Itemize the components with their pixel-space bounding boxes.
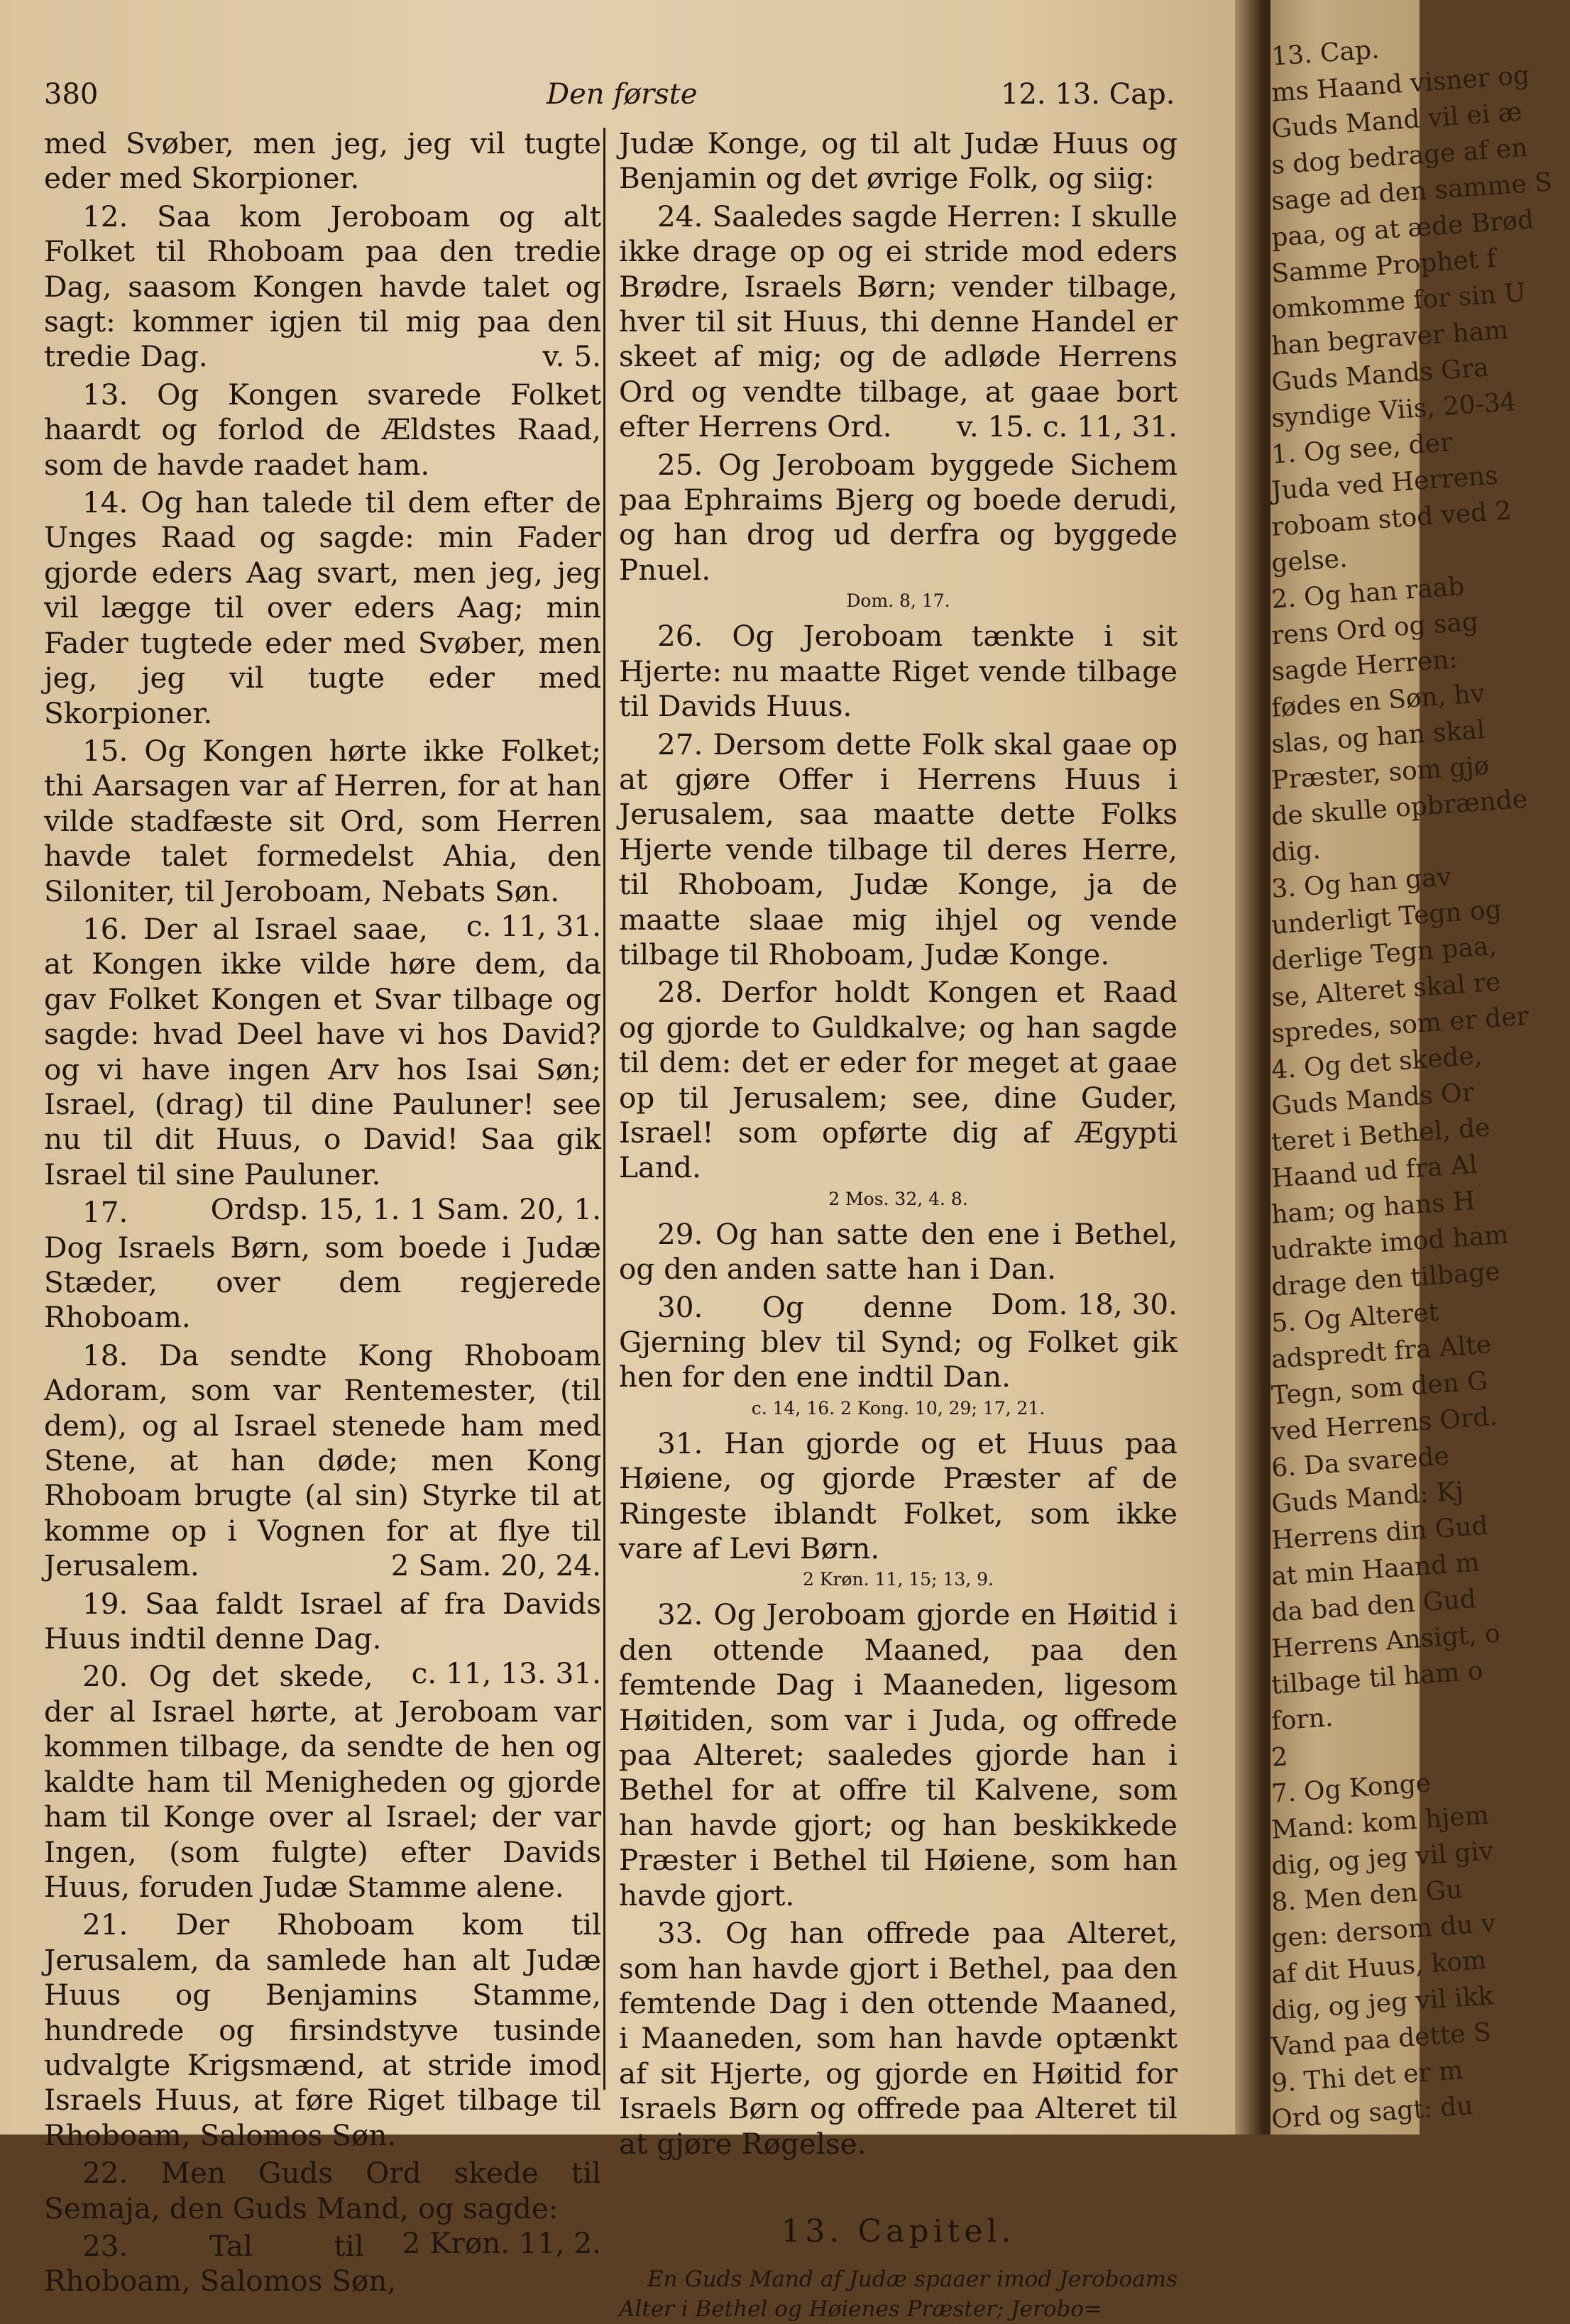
facing-page-line: dig. <box>1270 835 1322 868</box>
cross-reference-line: 2 Krøn. 11, 15; 13, 9. <box>803 1569 994 1590</box>
verse-text: Og denne Gjerning blev til Synd; og Folket gik hen for den ene indtil Dan. <box>619 1289 1178 1394</box>
verse-v21 <box>44 1907 601 2153</box>
facing-page-line: sagde Herren: <box>1270 644 1459 687</box>
facing-page-line: ms Haand visner og <box>1270 60 1531 108</box>
verse-number: 32. <box>657 1597 703 1632</box>
facing-page-line: at min Haand m <box>1270 1548 1481 1592</box>
verse-text: Saa faldt Israel af fra Davids Huus indtil denne Dag. <box>44 1586 602 1656</box>
verse-text: Han gjorde og et Huus paa Høiene, og gjorde Præster af de Ringeste iblandt Folket, som ikke vare af Levi Børn. <box>619 1426 1178 1566</box>
cross-reference: c. 11, 13. 31. <box>411 1656 601 1691</box>
facing-page-line: Guds Mand: Kj <box>1270 1477 1465 1519</box>
verse-text: Dersom dette Folk skal gaae op at gjøre Offer i Herrens Huus i Jerusalem, saa maatte dette Folks Hjerte vende tilbage til deres Herre, til Rhoboam, Judæ Konge, ja de maatte slaae mig ihjel og vende tilbage til Rhoboam, Judæ Konge. <box>619 727 1178 971</box>
verse-number: 30. <box>657 1289 703 1324</box>
verse-v25 <box>619 448 1178 588</box>
verse-text: Dog Israels Børn, som boede i Judæ Stæder, over dem regjerede Rhoboam. <box>44 1230 601 1335</box>
verse-v31 <box>619 1426 1178 1567</box>
facing-page-line: paa, og at æde Brød <box>1270 205 1535 253</box>
verse-v29 <box>619 1216 1178 1321</box>
verse-v28 <box>619 975 1178 1185</box>
facing-page-line: 9. Thi det er m <box>1270 2056 1464 2098</box>
facing-page-line: Vand paa dette S <box>1270 2017 1493 2062</box>
facing-page-line: se, Alteret skal re <box>1270 967 1502 1013</box>
facing-page-line: Guds Mands Gra <box>1270 353 1490 397</box>
facing-page-line: adspredt fra Alte <box>1270 1330 1493 1375</box>
facing-page-line: 13. Cap. <box>1270 35 1380 72</box>
verse-text: Og Jeroboam gjorde en Høitid i den ottende Maaned, paa den femtende Dag i Maaneden, ligesom Høitiden, som var i Juda, og offrede paa Alteret; saaledes gjorde han i Bethel for at offre til Kalvene, som han havde gjort; og han beskikkede Præster i Bethel til Høiene, som han havde gjort. <box>619 1597 1178 1912</box>
verse-v14 <box>44 485 601 731</box>
verse-number: 21. <box>82 1907 128 1942</box>
column-divider <box>603 128 605 2090</box>
facing-page-line: rens Ord og sag <box>1270 607 1480 651</box>
verse-v33 <box>619 1916 1178 2161</box>
facing-page-line: 6. Da svarede <box>1270 1441 1450 1483</box>
verse-text: med Svøber, men jeg, jeg vil tugte eder med Skorpioner. <box>44 126 601 196</box>
facing-page-line: 2. Og han raab <box>1270 572 1466 615</box>
facing-page-line: 3. Og han gav <box>1270 862 1453 904</box>
cross-reference: v. 15. c. 11, 31. <box>956 409 1178 444</box>
facing-page-line: Samme Prophet f <box>1270 243 1498 289</box>
facing-page-line: Guds Mand vil ei æ <box>1270 97 1523 144</box>
facing-page-line: Præster, som gjø <box>1270 751 1491 795</box>
facing-page-line: Tegn, som den G <box>1270 1366 1489 1411</box>
verse-number: 26. <box>657 619 703 654</box>
facing-page-line: syndige Viis, 20-34 <box>1270 387 1517 434</box>
verse-text: Og Jeroboam tænkte i sit Hjerte: nu maatte Riget vende tilbage til Davids Huus. <box>619 619 1178 724</box>
facing-page-line: underligt Tegn og <box>1270 895 1503 940</box>
verse-text: Judæ Konge, og til alt Judæ Huus og Benjamin og det øvrige Folk, og siig: <box>619 126 1178 196</box>
verse-text: Der Rhoboam kom til Jerusalem, da samlede han alt Judæ Huus og Benjamins Stamme, hundrede og firsindstyve tusinde udvalgte Krigsmænd, at stride imod Israels Huus, at føre Riget tilbage til Rhoboam, Salomos Søn. <box>44 1907 602 2152</box>
verse-number: 28. <box>657 975 703 1010</box>
verse-v24 <box>619 199 1178 445</box>
cross-reference: 2 Krøn. 11, 2. <box>402 2225 601 2260</box>
facing-page-line: gelse. <box>1270 544 1349 578</box>
verse-number: 29. <box>657 1216 703 1251</box>
facing-page-line: 8. Men den Gu <box>1270 1875 1464 1917</box>
verse-number: 13. <box>82 377 128 412</box>
verse-number: 22. <box>82 2156 128 2191</box>
verse-number: 15. <box>82 733 128 768</box>
chapter-heading: 13. Capitel. <box>781 2213 1016 2249</box>
facing-page-line: af dit Huus, kom <box>1270 1945 1488 1990</box>
facing-page-line: gen: dersom du v <box>1270 1908 1497 1954</box>
facing-page-line: han begraver ham <box>1270 315 1510 361</box>
facing-page-line: sage ad den samme S <box>1270 167 1554 216</box>
verse-number: 23. <box>82 2228 128 2263</box>
facing-page-line: ham; og hans H <box>1270 1186 1476 1230</box>
verse-text: Da sendte Kong Rhoboam Adoram, som var Rentemester, (til dem), og al Israel stenede ham med Stene, at han døde; men Kong Rhoboam brugte (al sin) Styrke til at komme op i Vognen for at flye til Jerusalem. <box>44 1338 602 1583</box>
facing-page-line: slas, og han skal <box>1270 715 1486 759</box>
cross-reference: c. 11, 31. <box>466 908 601 943</box>
verse-text: Saa kom Jeroboam og alt Folket til Rhoboam paa den tredie Dag, saasom Kongen havde talet og sagt: kommer igjen til mig paa den tredie Dag. <box>44 199 601 374</box>
verse-number: 33. <box>657 1916 703 1951</box>
verse-v18 <box>44 1338 601 1584</box>
chapter-reference: 12. 13. Cap. <box>1001 78 1175 111</box>
verse-text: Og Kongen svarede Folket haardt og forlod de Ældstes Raad, som de havde raadet ham. <box>44 377 601 482</box>
verse-v23c <box>619 126 1178 197</box>
verse-text: Og han offrede paa Alteret, som han havde gjort i Bethel, paa den femtende Dag i den ottende Maaned, i Maaneden, som han havde optænkt af sit Hjerte, og gjorde en Høitid for Israels Børn og offrede paa Alteret til at gjøre Røgelse. <box>619 1916 1178 2161</box>
verse-number: 12. <box>82 199 128 233</box>
verse-number: 16. <box>82 911 128 946</box>
right-column <box>619 126 1178 2324</box>
verse-text: Der al Israel saae, at Kongen ikke vilde høre dem, da gav Folket Kongen et Svar tilbage og sagde: hvad Deel have vi hos David? og vi have ingen Arv hos Isai Søn; Israel, (drag) til dine Pauluner! see nu til dit Huus, o David! Saa gik Israel til sine Pauluner. <box>44 911 601 1191</box>
facing-page-line: Herrens din Gud <box>1270 1511 1489 1555</box>
verse-number: 18. <box>82 1338 128 1372</box>
verse-number: 31. <box>657 1426 703 1460</box>
verse-text: Saaledes sagde Herren: I skulle ikke drage op og ei stride mod eders Brødre, Israels Børn; vender tilbage, hver til sit Huus, thi denne Handel er skeet af mig; og de adløde Herrens Ord og vendte tilbage, at gaae bort efter Herrens Ord. <box>619 199 1178 444</box>
verse-number: 17. <box>82 1195 128 1230</box>
verse-number: 19. <box>82 1586 128 1621</box>
verse-v12 <box>44 199 601 375</box>
verse-number: 27. <box>657 727 703 761</box>
facing-page-line: tilbage til ham o <box>1270 1656 1484 1700</box>
chapter-summary: En Guds Mand af Judæ spaaer imod Jeroboams Alter i Bethel og Høienes Præster; Jerobo= <box>619 2267 1178 2323</box>
facing-page-line: derlige Tegn paa, <box>1270 931 1498 976</box>
verse-number: 14. <box>82 485 128 520</box>
cross-reference-line: c. 14, 16. 2 Kong. 10, 29; 17, 21. <box>751 1397 1045 1419</box>
facing-page-line: roboam stod ved 2 <box>1270 496 1513 542</box>
facing-page-edge <box>1270 0 1554 2135</box>
facing-page-line: teret i Bethel, de <box>1270 1113 1491 1157</box>
verse-v26 <box>619 619 1178 724</box>
running-title: Den første <box>547 78 698 111</box>
facing-page-line: spredes, som er der <box>1270 1001 1530 1049</box>
cross-reference: v. 5. <box>542 339 601 374</box>
facing-page-line: 2 <box>1270 1742 1289 1773</box>
verse-number: 24. <box>657 199 703 233</box>
facing-page-line: ved Herrens Ord. <box>1270 1401 1498 1447</box>
facing-page-line: fødes en Søn, hv <box>1270 678 1486 723</box>
facing-page-line: 4. Og det skede, <box>1270 1041 1483 1085</box>
facing-page-line: udrakte imod ham <box>1270 1220 1510 1266</box>
facing-page-line: drage den tilbage <box>1270 1257 1501 1302</box>
left-column <box>44 126 601 2302</box>
verse-v11c <box>44 126 601 197</box>
facing-page-line: Juda ved Herrens <box>1270 461 1499 506</box>
facing-page-line: dig, og jeg vil giv <box>1270 1836 1495 1881</box>
right-verses <box>619 126 1178 2161</box>
verse-v20 <box>44 1659 601 1905</box>
facing-page-line: Haand ud fra Al <box>1270 1150 1478 1194</box>
facing-page-line: omkomme for sin U <box>1270 277 1527 325</box>
facing-page-line: de skulle opbrænde <box>1270 784 1529 832</box>
facing-page-line: 1. Og see, der <box>1270 428 1454 470</box>
cross-reference-line: Dom. 8, 17. <box>846 590 950 612</box>
facing-page-line: Herrens Ansigt, o <box>1270 1619 1501 1664</box>
verse-text: Og det skede, der al Israel hørte, at Jeroboam var kommen tilbage, da sendte de hen og kaldte ham til Menigheden og gjorde ham til Konge over al Israel; der var Ingen, (som fulgte) efter Davids Huus, foruden Judæ Stamme alene. <box>44 1659 601 1904</box>
facing-page-line: 5. Og Alteret <box>1270 1297 1440 1338</box>
facing-page-line: Mand: kom hjem <box>1270 1800 1491 1845</box>
page-number: 380 <box>44 78 99 111</box>
verse-text: Tal til Rhoboam, Salomos Søn, <box>44 2228 397 2298</box>
verse-v13 <box>44 378 601 483</box>
verse-text: Men Guds Ord skede til Semaja, den Guds Mand, og sagde: <box>44 2156 601 2225</box>
facing-page-line: Guds Mands Or <box>1270 1078 1476 1121</box>
verse-number: 25. <box>657 447 703 482</box>
verse-text: Derfor holdt Kongen et Raad og gjorde to Guldkalve; og han sagde til dem: det er eder for meget at gaae op til Jerusalem; see, dine Guder, Israel! som opførte dig af Ægypti Land. <box>619 975 1178 1185</box>
cross-reference: 2 Sam. 20, 24. <box>390 1548 601 1583</box>
cross-reference: Dom. 18, 30. <box>991 1287 1178 1321</box>
facing-page-line: Ord og sagt: du <box>1270 2091 1474 2135</box>
verse-v32 <box>619 1597 1178 1913</box>
facing-page-line: s dog bedrage af en <box>1270 133 1529 180</box>
facing-page-line: forn. <box>1270 1702 1334 1736</box>
cross-reference-line: 2 Mos. 32, 4. 8. <box>828 1188 968 1209</box>
verse-text: Og han satte den ene i Bethel, og den anden satte han i Dan. <box>619 1216 1178 1287</box>
verse-text: Og Kongen hørte ikke Folket; thi Aarsagen var af Herren, for at han vilde stadfæste sit Ord, som Herren havde talet formedelst Ahia, den Siloniter, til Jeroboam, Nebats Søn. <box>44 733 601 908</box>
verse-text: Og Jeroboam byggede Sichem paa Ephraims Bjerg og boede derudi, og han drog ud derfra og byggede Pnuel. <box>619 447 1178 587</box>
cross-reference: Ordsp. 15, 1. 1 Sam. 20, 1. <box>210 1192 601 1227</box>
facing-page-line: 7. Og Konge <box>1270 1768 1432 1809</box>
verse-number: 20. <box>82 1659 128 1694</box>
verse-text: Og han talede til dem efter de Unges Raad og sagde: min Fader gjorde eders Aag svart, men jeg, jeg vil lægge til over eders Aag; min Fader tugtede eder med Svøber, men jeg, jeg vil tugte eder med Skorpioner. <box>44 485 601 730</box>
verse-v27 <box>619 727 1178 973</box>
facing-page-line: dig, og jeg vil ikk <box>1270 1981 1495 2026</box>
facing-page-line: da bad den Gud <box>1270 1584 1478 1628</box>
